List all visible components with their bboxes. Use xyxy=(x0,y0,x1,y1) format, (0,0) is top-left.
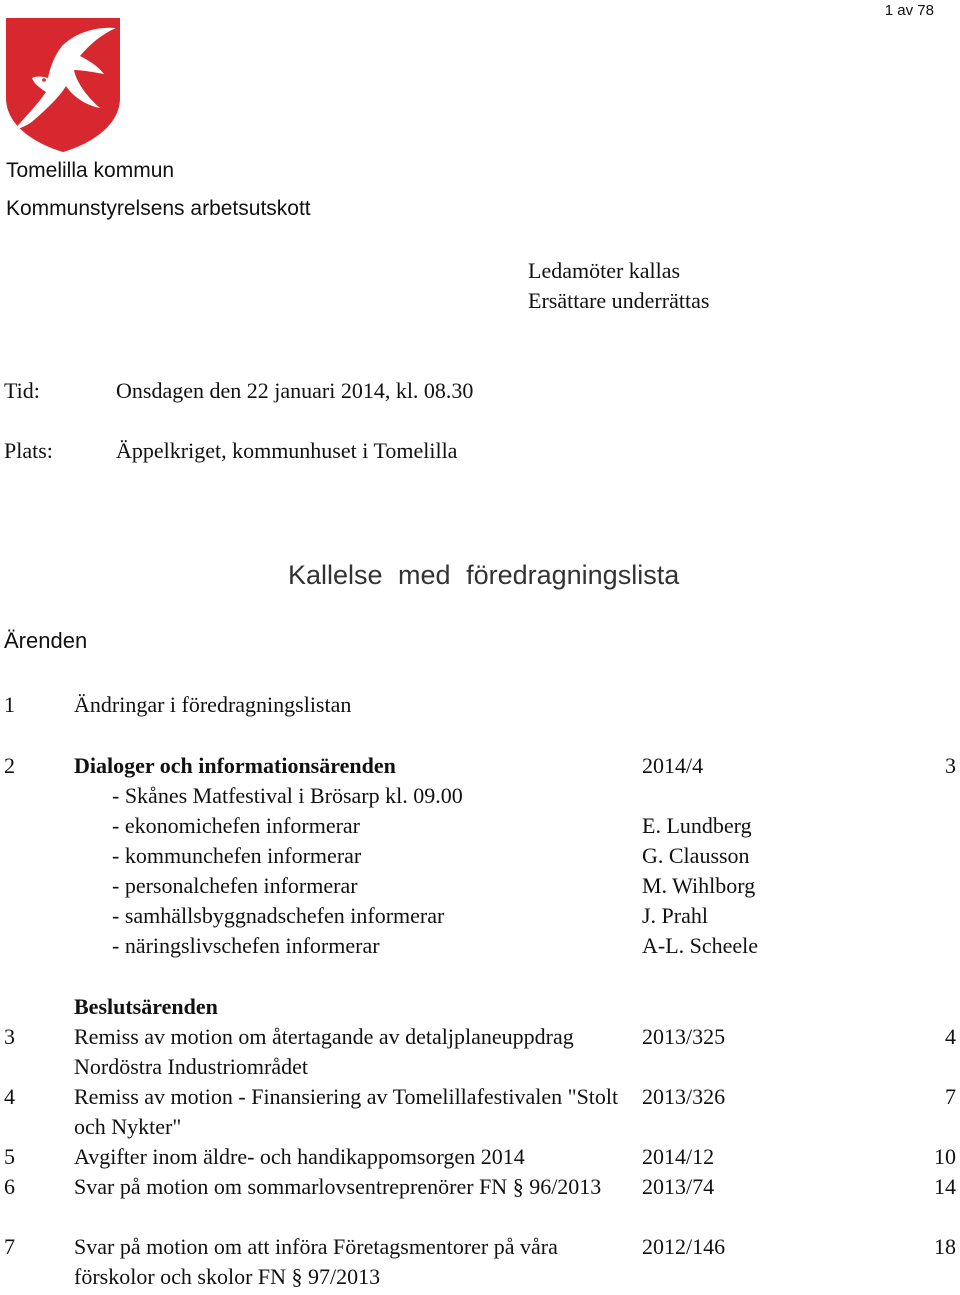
item-diary-number: 2013/326 xyxy=(642,1084,726,1109)
time-value: Onsdagen den 22 januari 2014, kl. 08.30 xyxy=(116,378,474,403)
item-title: Remiss av motion om återtagande av detaljplaneuppdrag Nordöstra Industriområdet xyxy=(74,1024,574,1079)
info-subitem: - Skånes Matfestival i Brösarp kl. 09.00 xyxy=(112,783,463,808)
item-number: 4 xyxy=(4,1084,15,1109)
presenter-name: A-L. Scheele xyxy=(642,933,759,958)
section-heading: Ärenden xyxy=(4,628,88,653)
organization-name: Tomelilla kommun xyxy=(6,159,175,182)
coat-of-arms-red-kite-icon xyxy=(4,16,122,154)
item-diary-number: 2014/12 xyxy=(642,1144,715,1169)
page-counter: 1 av 78 xyxy=(884,2,934,19)
place-label: Plats: xyxy=(4,438,53,463)
notice-members: Ledamöter kallas xyxy=(528,258,681,283)
info-subitem: - ekonomichefen informerar xyxy=(112,813,360,838)
item-title: Dialoger och informationsärenden xyxy=(74,753,396,778)
document-title: Kallelse med föredragningslista xyxy=(288,560,680,590)
presenter-name: M. Wihlborg xyxy=(642,873,756,898)
item-page: 7 xyxy=(945,1084,956,1109)
item-diary-number: 2014/4 xyxy=(642,753,704,778)
presenter-name: E. Lundberg xyxy=(642,813,752,838)
item-number: 5 xyxy=(4,1144,15,1169)
place-value: Äppelkriget, kommunhuset i Tomelilla xyxy=(116,438,458,463)
item-page: 18 xyxy=(934,1234,956,1259)
info-subitem: - kommunchefen informerar xyxy=(112,843,362,868)
info-subitem: - samhällsbyggnadschefen informerar xyxy=(112,903,445,928)
item-number: 7 xyxy=(4,1234,15,1259)
item-title: Avgifter inom äldre- och handikappomsorgen 2014 xyxy=(74,1144,525,1169)
presenter-name: J. Prahl xyxy=(642,903,708,928)
item-diary-number: 2012/146 xyxy=(642,1234,726,1259)
item-page: 4 xyxy=(945,1024,956,1049)
item-page: 3 xyxy=(945,753,956,778)
time-label: Tid: xyxy=(4,378,40,403)
item-title: Svar på motion om att införa Företagsmentorer på våra förskolor och skolor FN § 97/2013 xyxy=(74,1234,558,1289)
presenter-name: G. Clausson xyxy=(642,843,750,868)
item-page: 14 xyxy=(934,1174,956,1199)
item-title: Remiss av motion - Finansiering av Tomelillafestivalen "Stolt och Nykter" xyxy=(74,1084,619,1139)
item-number: 2 xyxy=(4,753,15,778)
item-title: Svar på motion om sommarlovsentreprenörer FN § 96/2013 xyxy=(74,1174,602,1199)
item-title: Ändringar i föredragningslistan xyxy=(74,692,352,717)
info-subitem: - näringslivschefen informerar xyxy=(112,933,380,958)
committee-name: Kommunstyrelsens arbetsutskott xyxy=(6,197,311,220)
info-subitem: - personalchefen informerar xyxy=(112,873,358,898)
item-page: 10 xyxy=(934,1144,956,1169)
item-number: 6 xyxy=(4,1174,15,1199)
item-number: 3 xyxy=(4,1024,15,1049)
item-diary-number: 2013/325 xyxy=(642,1024,726,1049)
notice-substitutes: Ersättare underrättas xyxy=(528,288,710,313)
item-diary-number: 2013/74 xyxy=(642,1174,715,1199)
item-number: 1 xyxy=(4,692,15,717)
decisions-heading: Beslutsärenden xyxy=(74,994,218,1019)
